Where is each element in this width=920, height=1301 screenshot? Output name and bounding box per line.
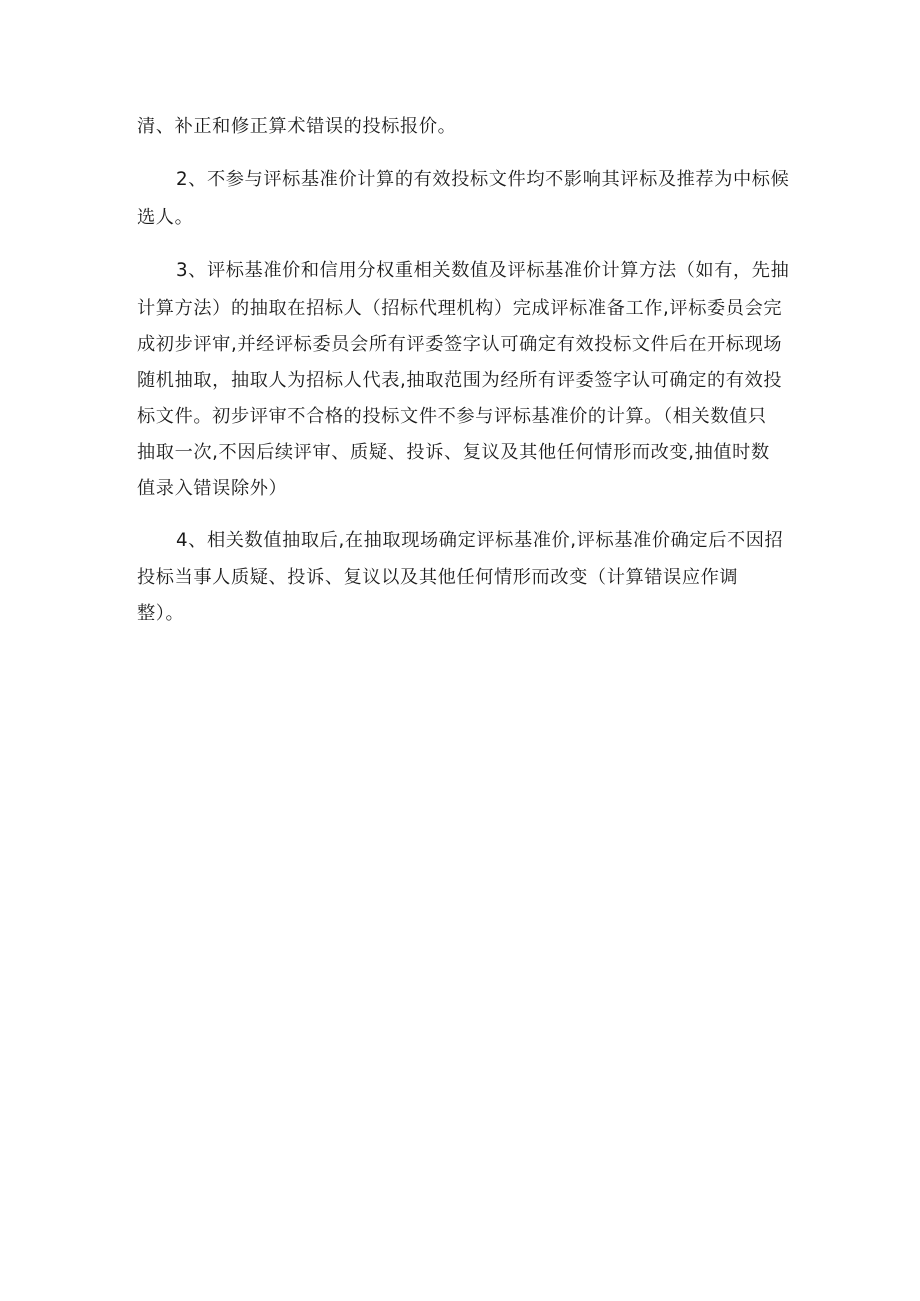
paragraph-line: 成初步评审,并经评标委员会所有评委签字认可确定有效投标文件后在开标现场 bbox=[137, 334, 783, 355]
paragraph-line: 选人。 bbox=[137, 207, 194, 228]
paragraph-line: 标文件。初步评审不合格的投标文件不参与评标基准价的计算。（相关数值只 bbox=[137, 406, 767, 427]
paragraph-line: 值录入错误除外） bbox=[137, 478, 288, 499]
paragraph-line: 4、相关数值抽取后,在抽取现场确定评标基准价,评标基准价确定后不因招 bbox=[176, 530, 784, 551]
paragraph-line: 投标当事人质疑、投诉、复议以及其他任何情形而改变（计算错误应作调 bbox=[137, 567, 739, 588]
paragraph-line: 清、补正和修正算术错误的投标报价。 bbox=[137, 116, 457, 137]
paragraph-line: 计算方法）的抽取在招标人（招标代理机构）完成评标准备工作,评标委员会完 bbox=[137, 298, 783, 319]
paragraph-line: 3、评标基准价和信用分权重相关数值及评标基准价计算方法（如有，先抽 bbox=[176, 260, 790, 281]
paragraph-line: 抽取一次,不因后续评审、质疑、投诉、复议及其他任何情形而改变,抽值时数 bbox=[137, 442, 770, 463]
paragraph-line: 2、不参与评标基准价计算的有效投标文件均不影响其评标及推荐为中标候 bbox=[176, 169, 790, 190]
paragraph-line: 整）。 bbox=[137, 603, 185, 624]
paragraph-line: 随机抽取，抽取人为招标人代表,抽取范围为经所有评委签字认可确定的有效投 bbox=[137, 370, 783, 391]
